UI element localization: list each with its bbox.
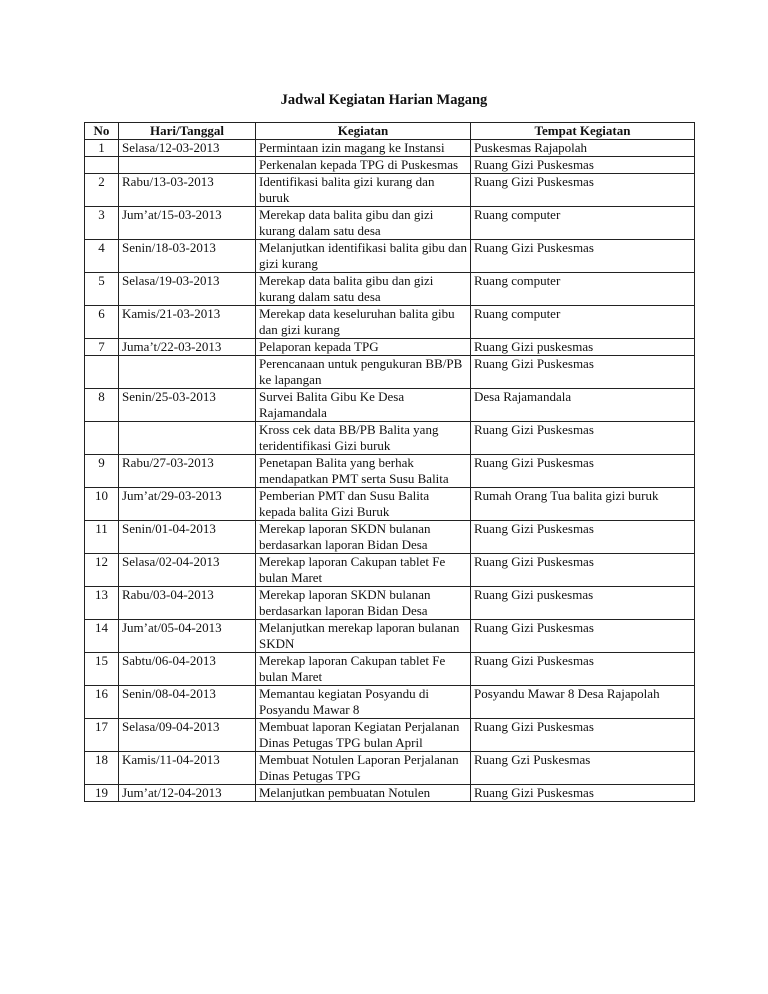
cell-day: Jum’at/15-03-2013 xyxy=(119,207,256,240)
cell-activity: Merekap laporan SKDN bulanan berdasarkan laporan Bidan Desa xyxy=(256,587,471,620)
cell-place: Ruang Gizi Puskesmas xyxy=(471,240,695,273)
schedule-table xyxy=(84,122,695,802)
cell-day: Selasa/12-03-2013 xyxy=(119,140,256,157)
table-row xyxy=(85,422,695,455)
cell-place: Ruang Gizi Puskesmas xyxy=(471,554,695,587)
table-header-row xyxy=(85,123,695,140)
cell-activity: Memantau kegiatan Posyandu di Posyandu Mawar 8 xyxy=(256,686,471,719)
cell-place: Puskesmas Rajapolah xyxy=(471,140,695,157)
cell-no: 10 xyxy=(85,488,119,521)
cell-day: Juma’t/22-03-2013 xyxy=(119,339,256,356)
table-row xyxy=(85,356,695,389)
table-row xyxy=(85,620,695,653)
cell-day xyxy=(119,157,256,174)
cell-place: Ruang computer xyxy=(471,273,695,306)
cell-place: Ruang Gizi Puskesmas xyxy=(471,620,695,653)
cell-activity: Melanjutkan pembuatan Notulen xyxy=(256,785,471,802)
cell-no: 15 xyxy=(85,653,119,686)
cell-no: 16 xyxy=(85,686,119,719)
table-row xyxy=(85,488,695,521)
cell-day: Rabu/03-04-2013 xyxy=(119,587,256,620)
cell-no: 8 xyxy=(85,389,119,422)
cell-activity: Merekap laporan SKDN bulanan berdasarkan laporan Bidan Desa xyxy=(256,521,471,554)
cell-day: Kamis/21-03-2013 xyxy=(119,306,256,339)
cell-place: Ruang Gizi Puskesmas xyxy=(471,521,695,554)
cell-activity: Pelaporan kepada TPG xyxy=(256,339,471,356)
cell-activity: Merekap data keseluruhan balita gibu dan gizi kurang xyxy=(256,306,471,339)
cell-no: 11 xyxy=(85,521,119,554)
cell-place: Ruang Gizi Puskesmas xyxy=(471,653,695,686)
cell-activity: Merekap laporan Cakupan tablet Fe bulan Maret xyxy=(256,653,471,686)
table-row xyxy=(85,389,695,422)
cell-place: Desa Rajamandala xyxy=(471,389,695,422)
cell-no: 7 xyxy=(85,339,119,356)
cell-day: Jum’at/12-04-2013 xyxy=(119,785,256,802)
cell-place: Ruang Gizi Puskesmas xyxy=(471,785,695,802)
header-activity: Kegiatan xyxy=(256,123,471,140)
cell-place: Ruang computer xyxy=(471,207,695,240)
cell-activity: Merekap laporan Cakupan tablet Fe bulan Maret xyxy=(256,554,471,587)
table-row xyxy=(85,207,695,240)
cell-no: 17 xyxy=(85,719,119,752)
cell-day: Senin/08-04-2013 xyxy=(119,686,256,719)
cell-place: Posyandu Mawar 8 Desa Rajapolah xyxy=(471,686,695,719)
cell-place: Ruang Gizi Puskesmas xyxy=(471,157,695,174)
table-row xyxy=(85,140,695,157)
cell-activity: Survei Balita Gibu Ke Desa Rajamandala xyxy=(256,389,471,422)
cell-day: Selasa/19-03-2013 xyxy=(119,273,256,306)
table-row xyxy=(85,587,695,620)
table-row xyxy=(85,306,695,339)
table-row xyxy=(85,273,695,306)
cell-no: 13 xyxy=(85,587,119,620)
cell-activity: Identifikasi balita gizi kurang dan buruk xyxy=(256,174,471,207)
cell-activity: Penetapan Balita yang berhak mendapatkan PMT serta Susu Balita xyxy=(256,455,471,488)
table-row xyxy=(85,240,695,273)
table-row xyxy=(85,339,695,356)
table-row xyxy=(85,719,695,752)
table-row xyxy=(85,521,695,554)
cell-place: Ruang Gizi Puskesmas xyxy=(471,422,695,455)
cell-day xyxy=(119,356,256,389)
cell-activity: Permintaan izin magang ke Instansi xyxy=(256,140,471,157)
cell-place: Rumah Orang Tua balita gizi buruk xyxy=(471,488,695,521)
cell-day: Selasa/02-04-2013 xyxy=(119,554,256,587)
table-body xyxy=(85,140,695,802)
cell-activity: Melanjutkan merekap laporan bulanan SKDN xyxy=(256,620,471,653)
document-title: Jadwal Kegiatan Harian Magang xyxy=(280,92,488,108)
cell-place: Ruang Gzi Puskesmas xyxy=(471,752,695,785)
cell-activity: Kross cek data BB/PB Balita yang teridentifikasi Gizi buruk xyxy=(256,422,471,455)
table-row xyxy=(85,653,695,686)
cell-no: 5 xyxy=(85,273,119,306)
cell-day: Rabu/27-03-2013 xyxy=(119,455,256,488)
cell-no xyxy=(85,157,119,174)
cell-no: 3 xyxy=(85,207,119,240)
cell-day: Rabu/13-03-2013 xyxy=(119,174,256,207)
cell-no: 1 xyxy=(85,140,119,157)
cell-day: Selasa/09-04-2013 xyxy=(119,719,256,752)
cell-place: Ruang computer xyxy=(471,306,695,339)
cell-activity: Perencanaan untuk pengukuran BB/PB ke lapangan xyxy=(256,356,471,389)
cell-day: Kamis/11-04-2013 xyxy=(119,752,256,785)
cell-no: 4 xyxy=(85,240,119,273)
cell-no: 19 xyxy=(85,785,119,802)
cell-day xyxy=(119,422,256,455)
table-row xyxy=(85,157,695,174)
cell-no: 12 xyxy=(85,554,119,587)
cell-activity: Membuat Notulen Laporan Perjalanan Dinas Petugas TPG xyxy=(256,752,471,785)
table-row xyxy=(85,785,695,802)
cell-activity: Pemberian PMT dan Susu Balita kepada balita Gizi Buruk xyxy=(256,488,471,521)
cell-no xyxy=(85,356,119,389)
cell-activity: Membuat laporan Kegiatan Perjalanan Dinas Petugas TPG bulan April xyxy=(256,719,471,752)
cell-place: Ruang Gizi Puskesmas xyxy=(471,356,695,389)
table-row xyxy=(85,455,695,488)
header-day: Hari/Tanggal xyxy=(119,123,256,140)
cell-day: Sabtu/06-04-2013 xyxy=(119,653,256,686)
table-row xyxy=(85,686,695,719)
cell-day: Senin/01-04-2013 xyxy=(119,521,256,554)
cell-day: Senin/25-03-2013 xyxy=(119,389,256,422)
cell-no: 6 xyxy=(85,306,119,339)
cell-activity: Melanjutkan identifikasi balita gibu dan gizi kurang xyxy=(256,240,471,273)
cell-day: Jum’at/05-04-2013 xyxy=(119,620,256,653)
cell-place: Ruang Gizi Puskesmas xyxy=(471,719,695,752)
cell-activity: Merekap data balita gibu dan gizi kurang dalam satu desa xyxy=(256,207,471,240)
cell-place: Ruang Gizi Puskesmas xyxy=(471,174,695,207)
cell-no xyxy=(85,422,119,455)
cell-day: Senin/18-03-2013 xyxy=(119,240,256,273)
table-row xyxy=(85,174,695,207)
table-row xyxy=(85,752,695,785)
cell-no: 9 xyxy=(85,455,119,488)
cell-place: Ruang Gizi puskesmas xyxy=(471,587,695,620)
cell-no: 2 xyxy=(85,174,119,207)
header-place: Tempat Kegiatan xyxy=(471,123,695,140)
cell-place: Ruang Gizi Puskesmas xyxy=(471,455,695,488)
header-no: No xyxy=(85,123,119,140)
cell-activity: Merekap data balita gibu dan gizi kurang dalam satu desa xyxy=(256,273,471,306)
cell-day: Jum’at/29-03-2013 xyxy=(119,488,256,521)
cell-activity: Perkenalan kepada TPG di Puskesmas xyxy=(256,157,471,174)
cell-place: Ruang Gizi puskesmas xyxy=(471,339,695,356)
cell-no: 14 xyxy=(85,620,119,653)
table-row xyxy=(85,554,695,587)
cell-no: 18 xyxy=(85,752,119,785)
